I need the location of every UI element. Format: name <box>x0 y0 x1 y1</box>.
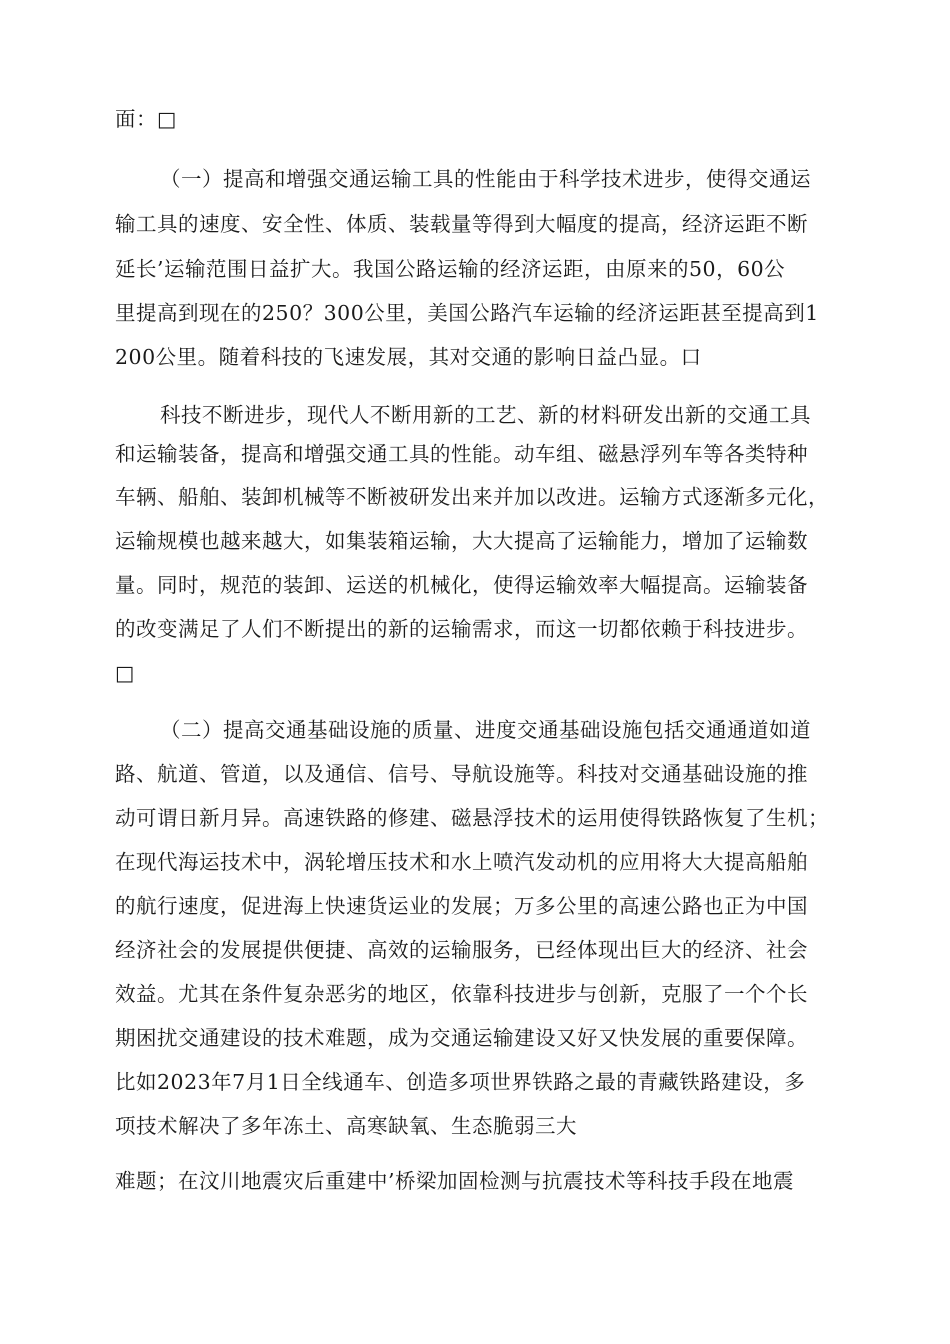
text-line: 延长’运输范围日益扩大。我国公路运输的经济运距，由原来的50，60公 <box>115 257 786 281</box>
text-line: 量。同时，规范的装卸、运送的机械化，使得运输效率大幅提高。运输装备 <box>115 573 808 597</box>
text-line: 动可谓日新月异。高速铁路的修建、磁悬浮技术的运用使得铁路恢复了生机； <box>115 806 829 830</box>
text-line: 和运输装备，提高和增强交通工具的性能。动车组、磁悬浮列车等各类特种 <box>115 442 808 466</box>
text-line: 的航行速度，促进海上快速货运业的发展；万多公里的高速公路也正为中国 <box>115 894 808 918</box>
text-line: （二）提高交通基础设施的质量、进度交通基础设施包括交通通道如道 <box>160 718 811 742</box>
text-line: 路、航道、管道，以及通信、信号、导航设施等。科技对交通基础设施的推 <box>115 762 808 786</box>
text-line: 项技术解决了多年冻土、高寒缺氧、生态脆弱三大 <box>115 1114 577 1138</box>
text-line: □ <box>115 661 135 685</box>
text-line: 效益。尤其在条件复杂恶劣的地区，依靠科技进步与创新，克服了一个个长 <box>115 982 808 1006</box>
text-line: 面：□ <box>115 107 177 131</box>
text-line: 在现代海运技术中，涡轮增压技术和水上喷汽发动机的应用将大大提高船舶 <box>115 850 808 874</box>
text-line: 输工具的速度、安全性、体质、装载量等得到大幅度的提高，经济运距不断 <box>115 212 808 236</box>
text-line: （一）提高和增强交通运输工具的性能由于科学技术进步，使得交通运 <box>160 167 811 191</box>
text-line: 比如2023年7月1日全线通车、创造多项世界铁路之最的青藏铁路建设，多 <box>115 1070 806 1094</box>
text-line: 的改变满足了人们不断提出的新的运输需求，而这一切都依赖于科技进步。 <box>115 617 808 641</box>
text-line: 科技不断进步，现代人不断用新的工艺、新的材料研发出新的交通工具 <box>160 403 811 427</box>
text-line: 里提高到现在的250？300公里，美国公路汽车运输的经济运距甚至提高到1 <box>115 301 819 325</box>
text-line: 期困扰交通建设的技术难题，成为交通运输建设又好又快发展的重要保障。 <box>115 1026 808 1050</box>
text-line: 难题；在汶川地震灾后重建中’桥梁加固检测与抗震技术等科技手段在地震 <box>115 1169 795 1193</box>
text-line: 经济社会的发展提供便捷、高效的运输服务，已经体现出巨大的经济、社会 <box>115 938 808 962</box>
text-line: 200公里。随着科技的飞速发展，其对交通的影响日益凸显。口 <box>115 345 702 369</box>
text-line: 运输规模也越来越大，如集装箱运输，大大提高了运输能力，增加了运输数 <box>115 529 808 553</box>
text-line: 车辆、船舶、装卸机械等不断被研发出来并加以改进。运输方式逐渐多元化， <box>115 485 829 509</box>
